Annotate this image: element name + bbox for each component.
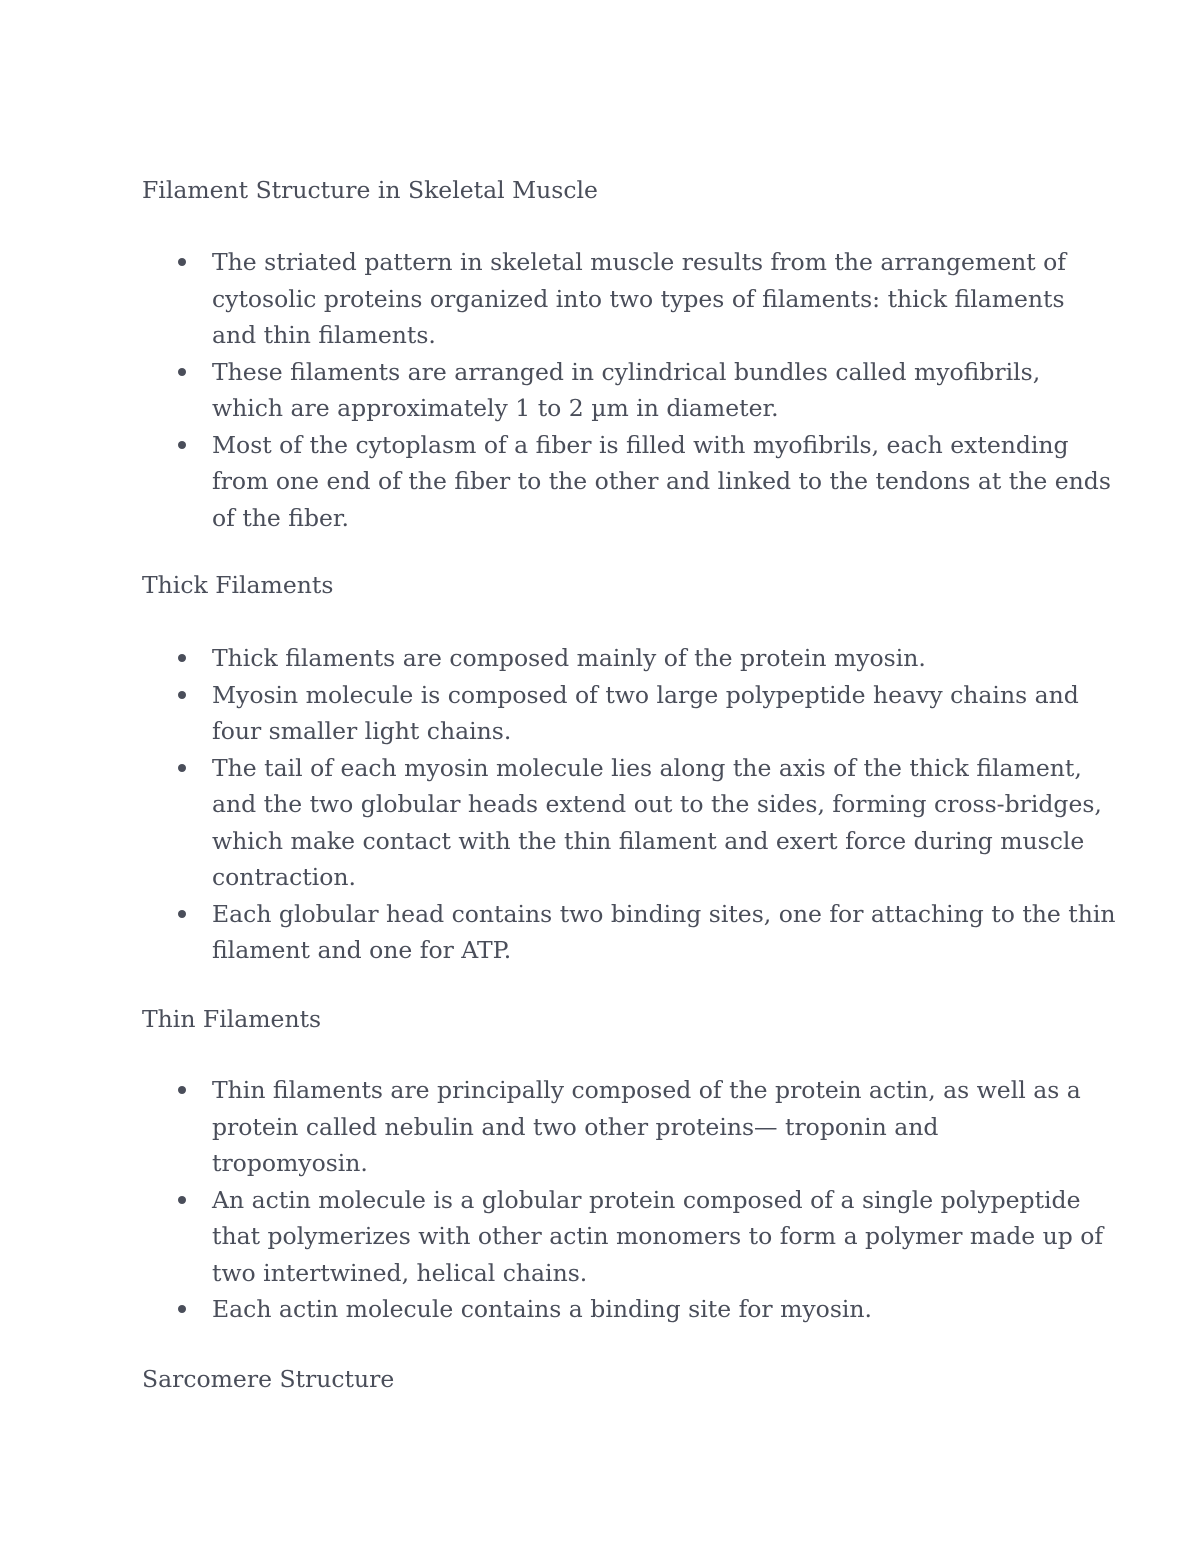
bullet-icon: [178, 441, 186, 449]
bullet-icon: [178, 654, 186, 662]
section-heading-thin-filaments: Thin Filaments: [142, 1005, 322, 1033]
bullet-list-filament-structure: [0, 244, 1200, 536]
bullet-list-thin-filaments: [0, 1072, 1200, 1328]
bullet-icon: [178, 258, 186, 266]
list-item: These filaments are arranged in cylindrical bundles called myofibrils, which are approximately 1 to 2 µm in diameter.: [0, 354, 1200, 427]
list-item: Thin filaments are principally composed of the protein actin, as well as a protein called nebulin and two other proteins— troponin and tropomyosin.: [0, 1072, 1200, 1182]
bullet-icon: [178, 1086, 186, 1094]
bullet-list-thick-filaments: [0, 640, 1200, 969]
bullet-icon: [178, 368, 186, 376]
bullet-icon: [178, 1305, 186, 1313]
list-item: The tail of each myosin molecule lies along the axis of the thick filament, and the two globular heads extend out to the sides, forming cross-bridges, which make contact with the thin filament and exert force during muscle contraction.: [0, 750, 1200, 896]
list-item: Most of the cytoplasm of a fiber is filled with myofibrils, each extending from one end of the fiber to the other and linked to the tendons at the ends of the fiber.: [0, 427, 1200, 537]
list-item: Each actin molecule contains a binding site for myosin.: [0, 1291, 1200, 1328]
section-heading-filament-structure: Filament Structure in Skeletal Muscle: [142, 176, 598, 204]
section-heading-thick-filaments: Thick Filaments: [142, 571, 334, 599]
bullet-icon: [178, 691, 186, 699]
bullet-icon: [178, 910, 186, 918]
list-item: An actin molecule is a globular protein composed of a single polypeptide that polymerizes with other actin monomers to form a polymer made up of two intertwined, helical chains.: [0, 1182, 1200, 1292]
section-heading-sarcomere-structure: Sarcomere Structure: [142, 1365, 395, 1393]
list-item: Myosin molecule is composed of two large polypeptide heavy chains and four smaller light chains.: [0, 677, 1200, 750]
bullet-icon: [178, 764, 186, 772]
list-item: Thick filaments are composed mainly of the protein myosin.: [0, 640, 1200, 677]
list-item: The striated pattern in skeletal muscle results from the arrangement of cytosolic proteins organized into two types of filaments: thick filaments and thin filaments.: [0, 244, 1200, 354]
list-item: Each globular head contains two binding sites, one for attaching to the thin filament and one for ATP.: [0, 896, 1200, 969]
bullet-icon: [178, 1196, 186, 1204]
